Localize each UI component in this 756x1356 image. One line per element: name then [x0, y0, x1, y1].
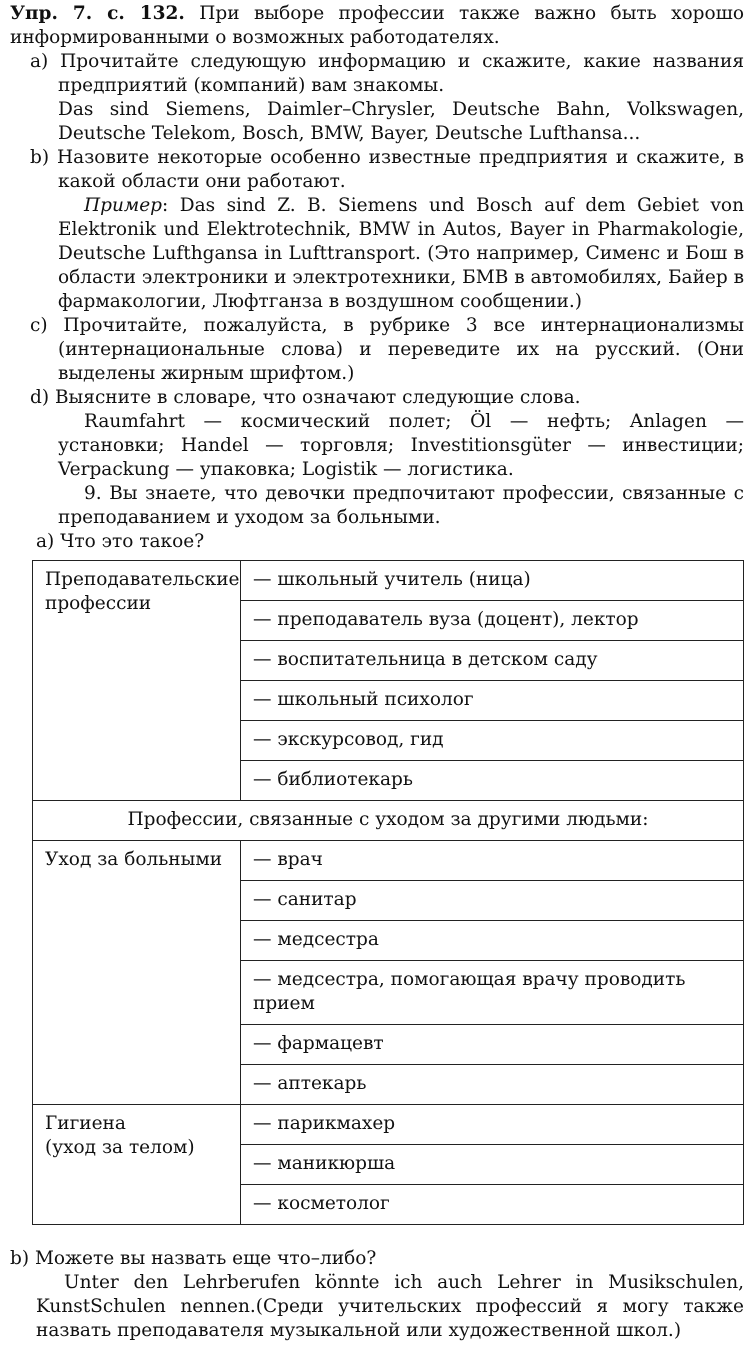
task-a-text: Прочитайте следующую информацию и скажите, какие названия предприятий (компаний) вам знакомы.	[58, 51, 744, 96]
hygiene-label-line1: Гигиена	[45, 1113, 126, 1134]
table-row	[33, 841, 744, 881]
task-b-text: Назовите некоторые особенно известные предприятия и скажите, в какой области они работают.	[57, 147, 744, 192]
exercise-9-a: a) Что это такое?	[36, 531, 205, 552]
table-row	[33, 1105, 744, 1145]
task-c	[10, 314, 744, 386]
task-b-marker: b)	[30, 147, 50, 168]
task-a-answer: Das sind Siemens, Daimler–Chrysler, Deutsche Bahn, Volkswagen, Deutsche Telekom, Bosch, BMW, Bayer, Deutsche Lufthansa...	[58, 99, 744, 144]
care-header: Профессии, связанные с уходом за другими людьми:	[33, 801, 744, 841]
professions-table	[32, 560, 744, 1225]
exercise-9: 9. Вы знаете, что девочки предпочитают профессии, связанные с преподаванием и уходом за больными.	[58, 483, 744, 528]
table-cell: — медсестра	[241, 921, 744, 961]
table-cell: — врач	[241, 841, 744, 881]
task-d-text: Выясните в словаре, что означают следующие слова.	[54, 387, 581, 408]
task-d	[10, 386, 744, 410]
table-row	[33, 801, 744, 841]
task-a-marker: a)	[30, 51, 49, 72]
table-cell: — медсестра, помогающая врачу проводить прием	[241, 961, 744, 1025]
table-cell: — маникюрша	[241, 1145, 744, 1185]
teaching-label: Преподавательские профессии	[33, 561, 241, 801]
example-text: : Das sind Z. B. Siemens und Bosch auf dem Gebiet von Elektronik und Elektrotechnik, BMW in Autos, Bayer in Pharmakologie, Deutsche Lufthgansa in Lufttransport. (Это например, Сименс и Бош в области электроники и электротехники, БМВ в автомобилях, Байер в фармакологии, Люфтганза в воздушном сообщении.)	[58, 195, 744, 312]
example-label: Пример	[84, 195, 163, 216]
hygiene-label-line2: (уход за телом)	[45, 1137, 195, 1158]
task-b2-answer: Unter den Lehrberufen könnte ich auch Lehrer in Musikschulen, KunstSchulen nennen.(Среди учительских профессий я могу также назвать преподавателя музыкальной или художественной школ.)	[36, 1272, 744, 1341]
exercise-intro: При выборе профессии также важно быть хорошо информированными о возможных работодателях.	[10, 3, 744, 48]
table-cell: — библиотекарь	[241, 761, 744, 801]
table-cell: — школьный учитель (ница)	[241, 561, 744, 601]
task-d-marker: d)	[30, 387, 50, 408]
table-cell: — экскурсовод, гид	[241, 721, 744, 761]
table-cell: — аптекарь	[241, 1065, 744, 1105]
task-b-example	[10, 194, 744, 314]
table-cell: — парикмахер	[241, 1105, 744, 1145]
sick-care-label: Уход за больными	[33, 841, 241, 1105]
table-cell: — фармацевт	[241, 1025, 744, 1065]
task-b2: b) Можете вы назвать еще что–либо?	[10, 1248, 377, 1269]
exercise-number: Упр. 7. с. 132.	[10, 3, 185, 24]
task-a	[10, 50, 744, 98]
table-cell: — санитар	[241, 881, 744, 921]
exercise-header	[10, 2, 744, 50]
task-c-text: Прочитайте, пожалуйста, в рубрике 3 все интернационализмы (интернациональные слова) и переведите их на русский. (Они выделены жирным шрифтом.)	[58, 315, 744, 384]
table-cell: — косметолог	[241, 1185, 744, 1225]
task-d-answer: Raumfahrt — космический полет; Öl — нефть; Anlagen — установки; Handel — торговля; Investitionsgüter — инвестиции; Verpackung — упаковка; Logistik — логистика.	[58, 411, 744, 480]
table-cell: — преподаватель вуза (доцент), лектор	[241, 601, 744, 641]
table-cell: — воспитательница в детском саду	[241, 641, 744, 681]
table-row	[33, 561, 744, 601]
hygiene-label	[33, 1105, 241, 1225]
task-c-marker: c)	[30, 315, 48, 336]
table-cell: — школьный психолог	[241, 681, 744, 721]
task-b	[10, 146, 744, 194]
